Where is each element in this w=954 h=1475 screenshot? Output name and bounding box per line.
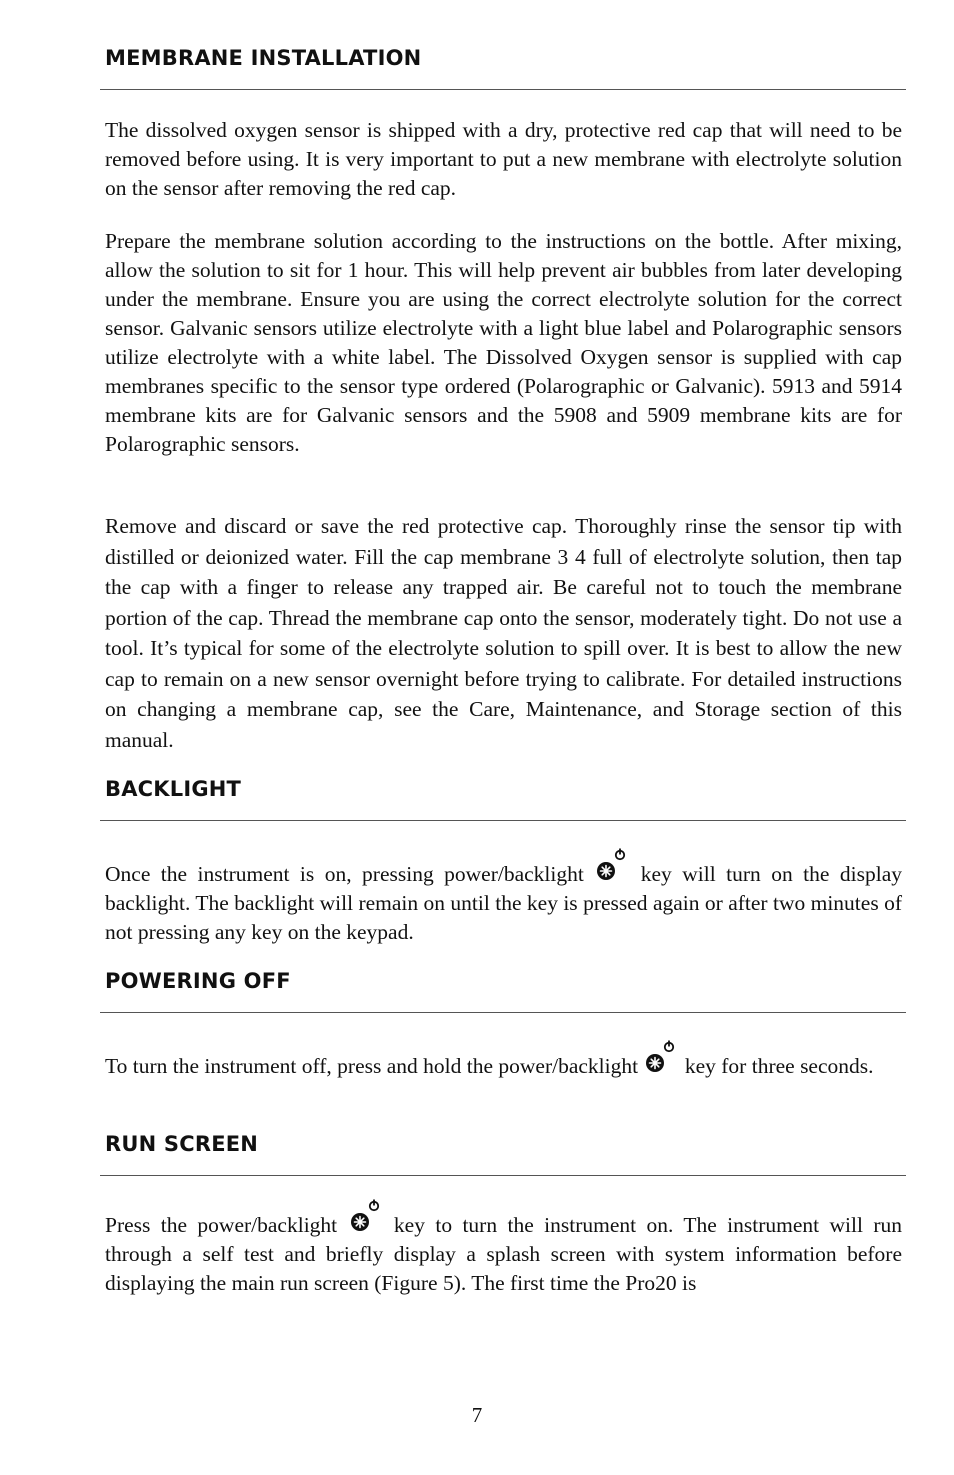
membrane-paragraph-3: Remove and discard or save the red protective cap. Thoroughly rinse the sensor tip with distilled or deionized water. Fill the cap membrane 3 4 full of electrolyte solution, then tap the cap with a finger to release any trapped air. Be careful not to touch the membrane portion of the cap. Thread the membrane cap onto the sensor, moderately tight. Do not use a tool. It’s typical for some of the electrolyte solution to spill over. It is best to allow the new cap to remain on a new sensor overnight before trying to calibrate. For detailed instructions on changing a membrane cap, see the Care, Maintenance, and Storage section of this manual. <box>105 514 902 752</box>
section-divider <box>100 1175 906 1176</box>
powering-off-text-before-icon: To turn the instrument off, press and hold the power/backlight <box>105 1054 639 1078</box>
powering-off-paragraph <box>105 1050 902 1081</box>
membrane-paragraph-2: Prepare the membrane solution according to the instructions on the bottle. After mixing, allow the solution to sit for 1 hour. This will help prevent air bubbles from later developing under the membrane. Ensure you are using the correct electrolyte solution for the correct sensor. Galvanic sensors utilize electrolyte with a light blue label and Polarographic sensors utilize electrolyte with a white label. The Dissolved Oxygen sensor is supplied with cap membranes specific to the sensor type ordered (Polarographic or Galvanic). 5913 and 5914 membrane kits are for Galvanic sensors and the 5908 and 5909 membrane kits are for Polarographic sensors. <box>105 229 902 456</box>
power-backlight-key-icon <box>643 1050 679 1076</box>
membrane-paragraph-1: The dissolved oxygen sensor is shipped with a dry, protective red cap that will need to be removed before using. It is very important to put a new membrane with electrolyte solution on the sensor after removing the red cap. <box>105 118 902 200</box>
section-divider <box>100 820 906 821</box>
run-screen-text-before-icon: Press the power/backlight <box>105 1213 338 1237</box>
heading-backlight: BACKLIGHT <box>105 777 242 801</box>
backlight-paragraph <box>105 858 902 947</box>
run-screen-paragraph <box>105 1209 902 1298</box>
power-backlight-key-icon <box>348 1209 384 1235</box>
heading-run-screen: RUN SCREEN <box>105 1132 259 1156</box>
powering-off-text-after-icon: key for three seconds. <box>684 1054 874 1078</box>
run-screen-text-after-icon: key to turn the instrument on. The instrument will run through a self test and briefly display a splash screen with system information before displaying the main run screen (Figure 5). The first time the Pro20 is <box>105 1213 902 1295</box>
heading-membrane-installation: MEMBRANE INSTALLATION <box>105 46 422 70</box>
backlight-text-before-icon: Once the instrument is on, pressing power/backlight <box>105 862 584 886</box>
backlight-text-after-icon: key will turn on the display backlight. The backlight will remain on until the key is pressed again or after two minutes of not pressing any key on the keypad. <box>105 862 902 944</box>
heading-powering-off: POWERING OFF <box>105 969 291 993</box>
section-divider <box>100 1012 906 1013</box>
power-backlight-key-icon <box>594 858 630 884</box>
section-divider <box>100 89 906 90</box>
page-number: 7 <box>471 1403 483 1427</box>
